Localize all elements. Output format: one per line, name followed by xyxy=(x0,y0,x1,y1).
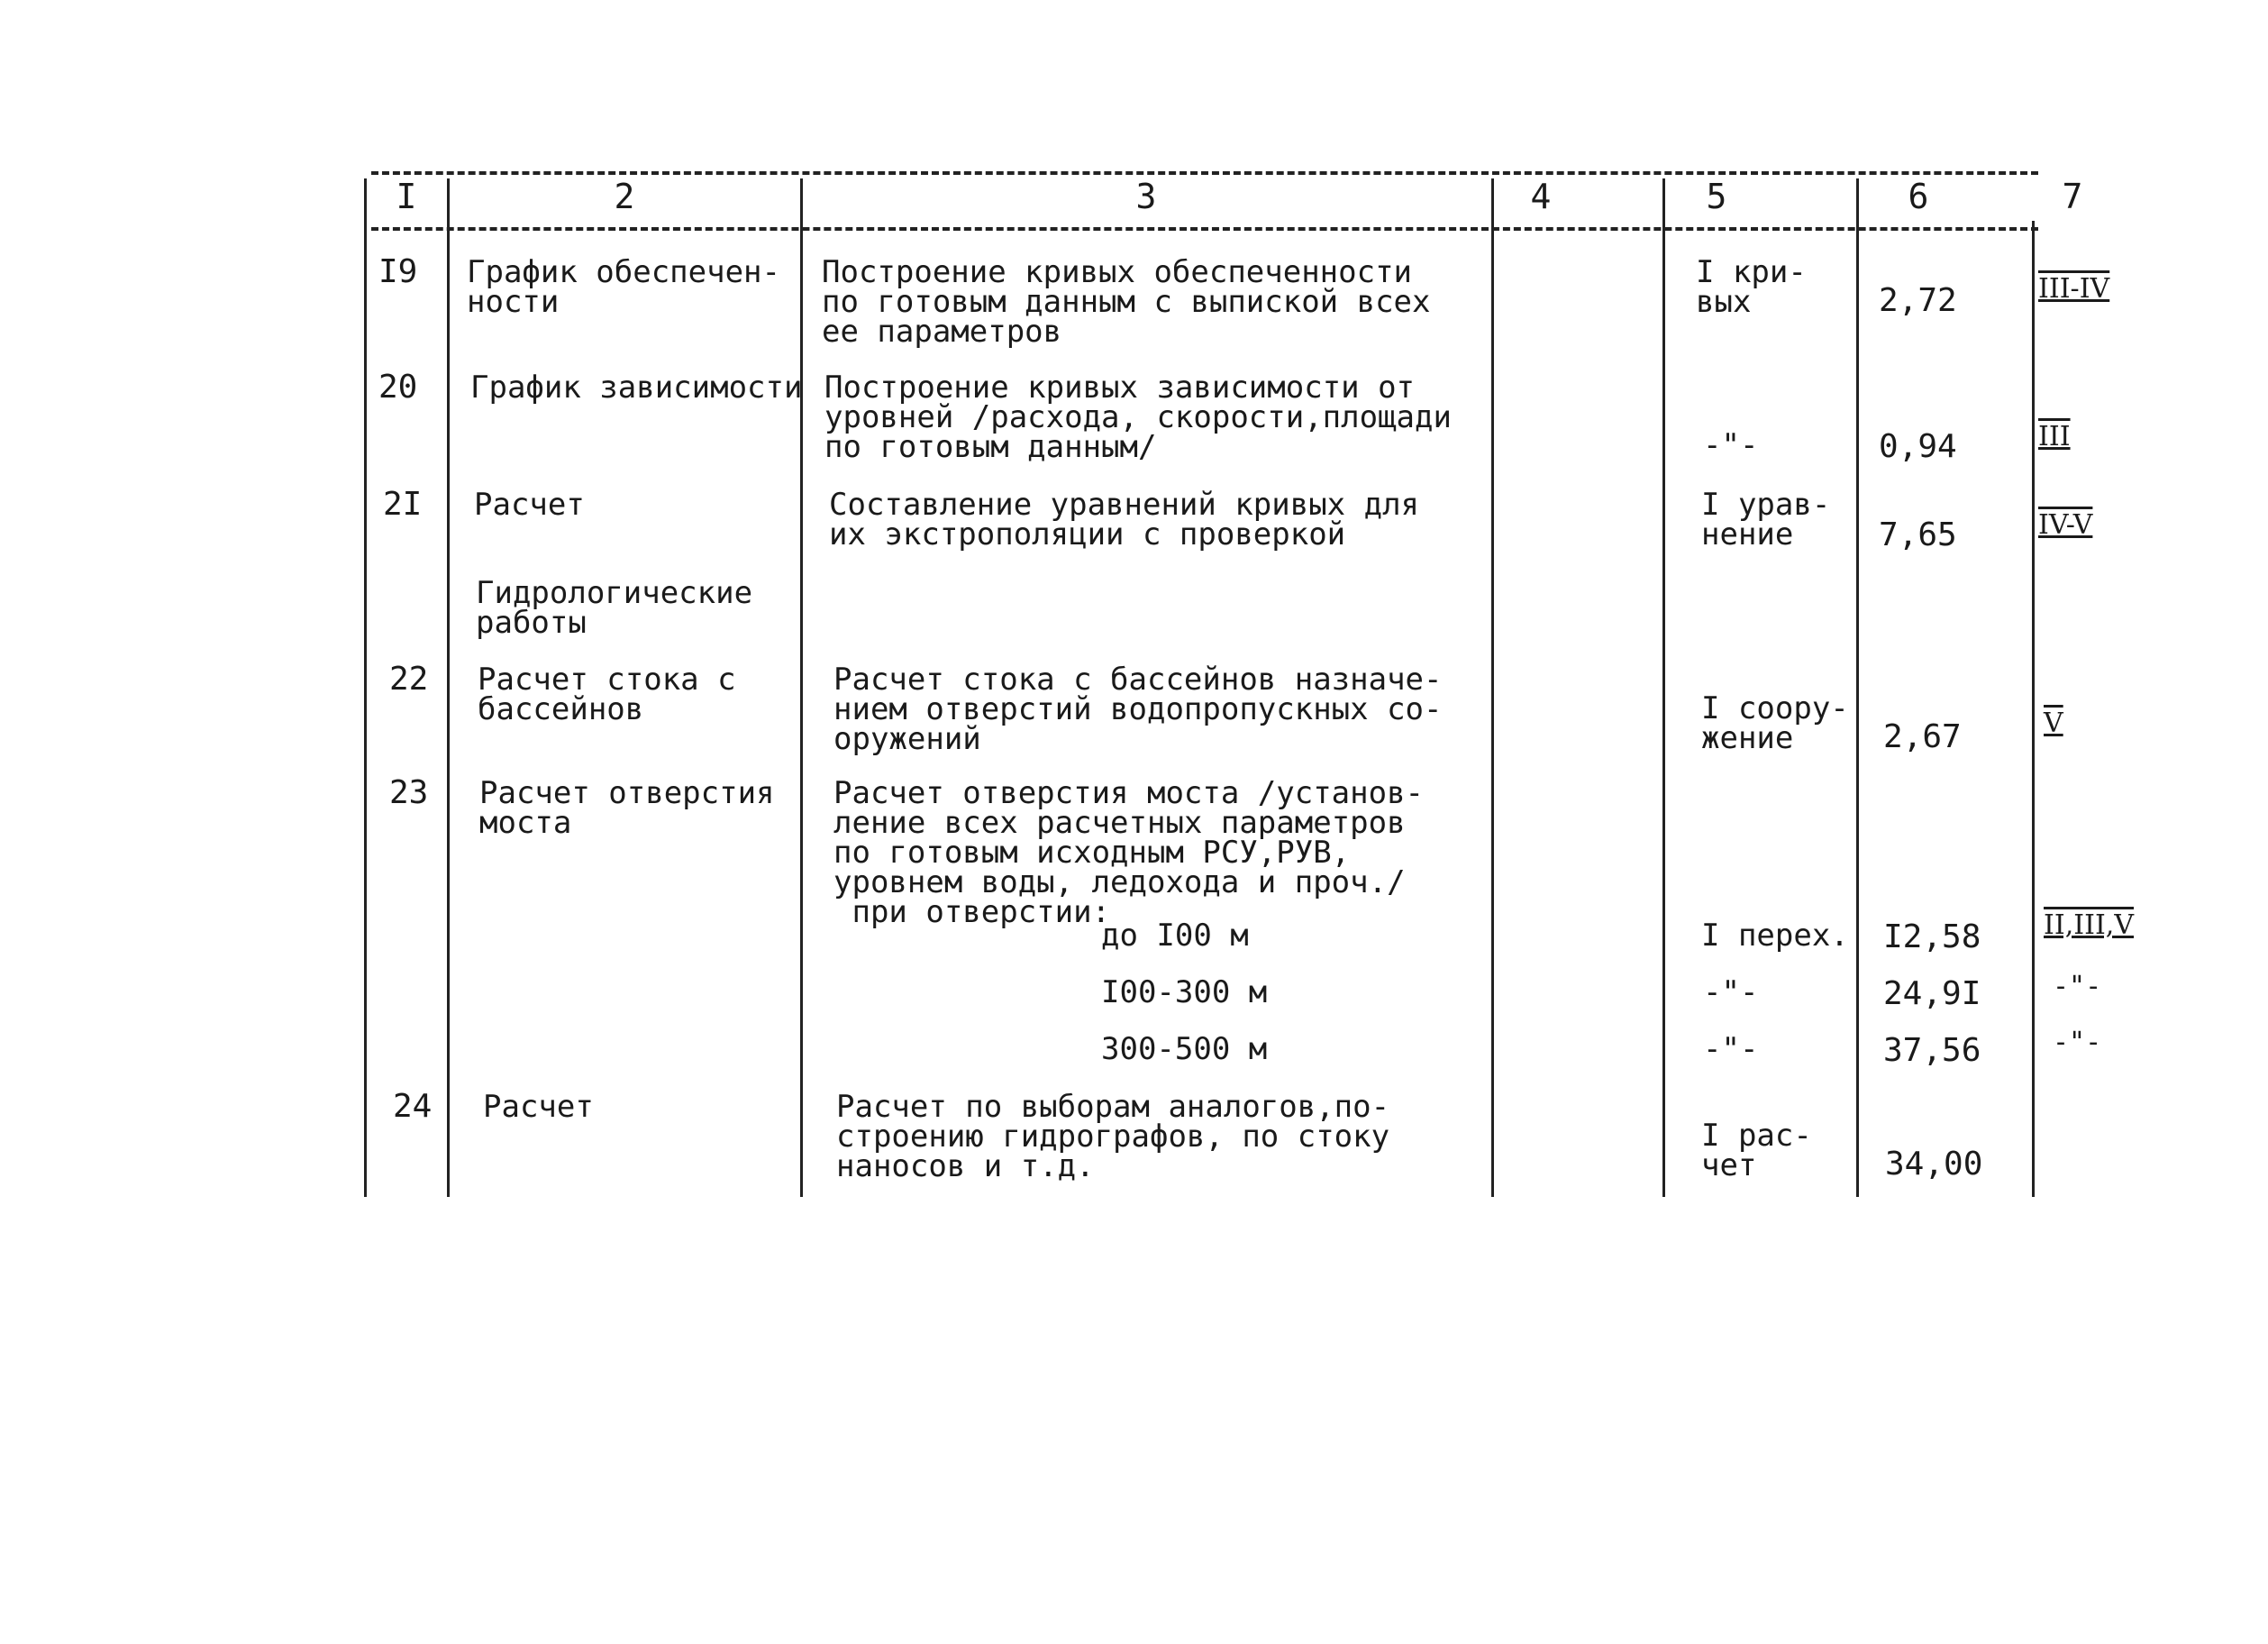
sub-row-unit: -"- xyxy=(1703,1031,1759,1067)
sub-row-value: 37,56 xyxy=(1883,1032,1981,1069)
row-reference: III xyxy=(2038,421,2071,452)
row-description: Расчет по выборам аналогов,по- строению гидрографов, по стоку наносов и т.д. xyxy=(836,1089,1390,1184)
row-unit: I рас- чет xyxy=(1701,1118,1812,1183)
row-name: График обеспечен- ности xyxy=(467,254,780,320)
col-line-6 xyxy=(2032,221,2035,1197)
row-unit: I соору- жение xyxy=(1701,690,1849,756)
row-number: 22 xyxy=(389,661,429,698)
row-description: Построение кривых обеспеченности по готовым данным с выпиской всех ее параметров xyxy=(822,254,1431,350)
row-name: Расчет стока с бассейнов xyxy=(478,662,736,727)
row-value: 2,72 xyxy=(1879,282,1957,319)
sub-row-reference: -"- xyxy=(2053,1027,2102,1058)
sub-row-unit: I перех. xyxy=(1701,918,1849,954)
row-description: Расчет стока с бассейнов назначе- нием отверстий водопропускных со- оружений xyxy=(833,662,1443,757)
row-name: Расчет xyxy=(483,1089,594,1125)
col-line-1 xyxy=(447,178,450,1197)
col-line-5 xyxy=(1856,178,1859,1197)
section-heading: Гидрологические работы xyxy=(476,575,753,641)
row-reference: III-IV xyxy=(2038,273,2110,305)
header-bottom-rule xyxy=(371,227,2038,231)
header-col-5: 5 xyxy=(1706,177,1727,216)
row-description: Расчет отверстия моста /установ- ление всех расчетных параметров по готовым исходным РСУ,РУВ, уровнем воды, ледохода и проч./ при отверстии: xyxy=(833,775,1425,930)
row-value: 2,67 xyxy=(1883,718,1962,755)
col-line-0 xyxy=(364,178,367,1197)
sub-row-label: до I00 м xyxy=(1101,918,1249,954)
row-reference: V xyxy=(2044,708,2063,739)
sub-row-label: 300-500 м xyxy=(1101,1031,1268,1067)
row-number: 24 xyxy=(393,1088,433,1125)
row-value: 34,00 xyxy=(1885,1146,1983,1183)
row-number: I9 xyxy=(378,253,418,290)
row-number: 20 xyxy=(378,369,418,406)
col-line-4 xyxy=(1662,178,1665,1197)
sub-row-unit: -"- xyxy=(1703,974,1759,1010)
sub-row-reference: -"- xyxy=(2053,971,2102,1002)
header-col-4: 4 xyxy=(1530,177,1552,216)
sub-row-value: I2,58 xyxy=(1883,918,1981,955)
sub-row-value: 24,9I xyxy=(1883,975,1981,1012)
header-col-3: 3 xyxy=(1135,177,1157,216)
row-reference: IV-V xyxy=(2038,509,2093,541)
header-col-7: 7 xyxy=(2062,177,2083,216)
sub-row-label: I00-300 м xyxy=(1101,974,1268,1010)
row-unit: I урав- нение xyxy=(1701,487,1831,553)
row-name: Расчет xyxy=(474,487,585,523)
header-col-2: 2 xyxy=(614,177,635,216)
row-value: 7,65 xyxy=(1879,516,1957,553)
row-value: 0,94 xyxy=(1879,428,1957,465)
sub-row-reference: II,III,V xyxy=(2044,909,2134,941)
header-col-6: 6 xyxy=(1908,177,1929,216)
col-line-2 xyxy=(800,178,803,1197)
row-description: Построение кривых зависимости от уровней /расхода, скорости,площади по готовым данным/ xyxy=(824,370,1452,465)
header-top-rule xyxy=(371,171,2038,175)
col-line-3 xyxy=(1491,178,1494,1197)
row-name: Расчет отверстия моста xyxy=(479,775,775,841)
row-unit: -"- xyxy=(1703,427,1759,463)
header-col-1: I xyxy=(396,177,417,216)
row-description: Составление уравнений кривых для их экстрополяции с проверкой xyxy=(829,487,1420,553)
row-name: График зависимости xyxy=(470,370,803,406)
row-unit: I кри- вых xyxy=(1696,254,1807,320)
row-number: 2I xyxy=(383,486,423,523)
row-number: 23 xyxy=(389,774,429,811)
